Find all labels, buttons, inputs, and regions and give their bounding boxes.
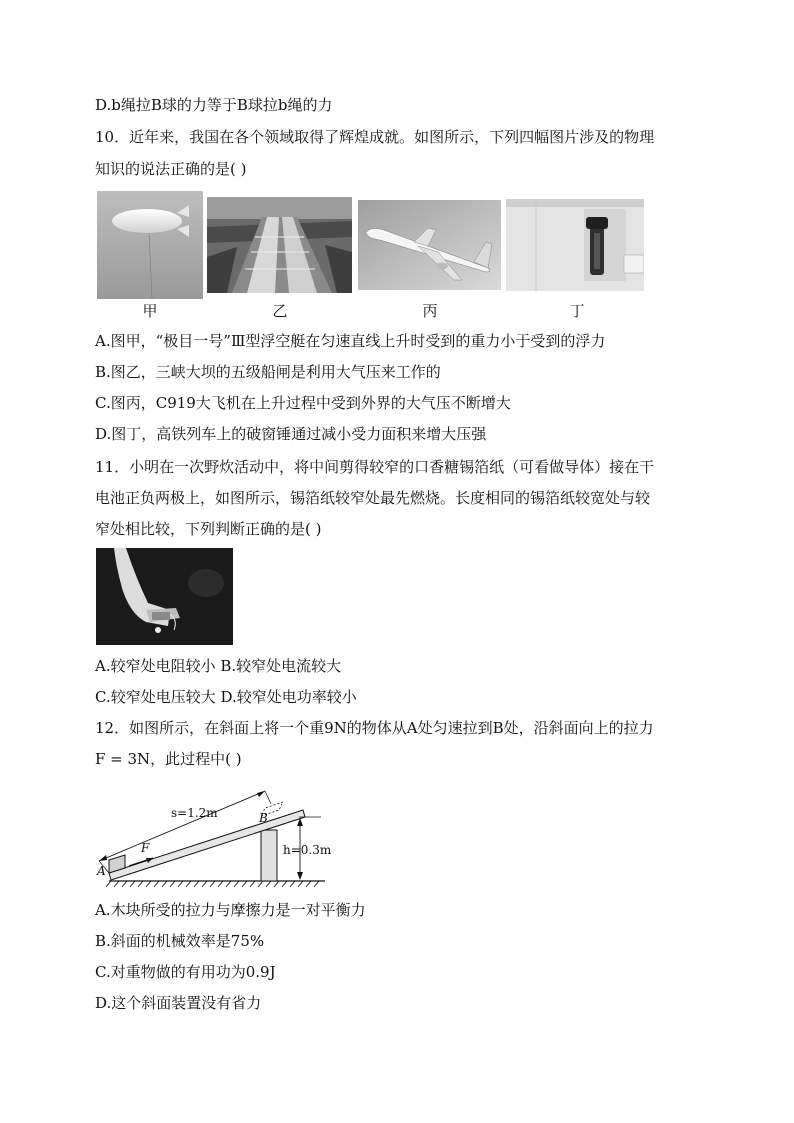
q9-option-d: D.b绳拉B球的力等于B球拉b绳的力 [95,96,333,114]
q11-stem-line2: 电池正负两极上，如图所示，锡箔纸较窄处最先燃烧。长度相同的锡箔纸较宽处与较 [95,489,651,507]
q10-option-b: B.图乙，三峡大坝的五级船闸是利用大气压来工作的 [95,363,441,381]
caption-ding: 丁 [569,302,585,320]
q11-stem-line3: 窄处相比较，下列判断正确的是( ) [95,520,322,538]
q10-option-a: A.图甲，“极目一号”Ⅲ型浮空艇在匀速直线上升时受到的重力小于受到的浮力 [95,332,606,350]
label-a: A [97,864,106,878]
incline-diagram [95,780,345,892]
q11-stem-line1: 11．小明在一次野炊活动中，将中间剪得较窄的口香糖锡箔纸（可看做导体）接在干 [95,458,655,476]
q12-option-c: C.对重物做的有用功为0.9J [95,963,276,981]
q12-stem-line1: 12．如图所示，在斜面上将一个重9N的物体从A处匀速拉到B处，沿斜面向上的拉力 [95,719,654,737]
q10-stem-line2: 知识的说法正确的是( ) [95,160,247,178]
q10-stem-line1: 10．近年来，我国在各个领域取得了辉煌成就。如图所示，下列四幅图片涉及的物理 [95,128,655,146]
caption-jia: 甲 [142,302,158,320]
caption-yi: 乙 [272,302,288,320]
photo-ship-locks [207,197,352,293]
caption-bing: 丙 [422,302,438,320]
label-f: F [141,841,150,855]
photo-tinfoil-battery [96,548,233,645]
photo-airship [97,191,203,299]
photo-c919-aircraft [358,200,501,290]
label-b: B [259,811,268,825]
q11-options-ab: A.较窄处电阻较小 B.较窄处电流较大 [95,657,342,675]
q12-stem-line2: F = 3N，此过程中( ) [95,750,242,768]
q12-option-d: D.这个斜面装置没有省力 [95,994,262,1012]
photo-emergency-hammer [506,199,644,291]
q12-option-b: B.斜面的机械效率是75% [95,932,265,950]
q10-option-d: D.图丁，高铁列车上的破窗锤通过减小受力面积来增大压强 [95,425,487,443]
q11-options-cd: C.较窄处电压较大 D.较窄处电功率较小 [95,688,357,706]
label-h: h=0.3m [283,843,332,857]
q12-option-a: A.木块所受的拉力与摩擦力是一对平衡力 [95,901,366,919]
q10-option-c: C.图丙，C919大飞机在上升过程中受到外界的大气压不断增大 [95,394,511,412]
label-s: s=1.2m [171,806,218,820]
